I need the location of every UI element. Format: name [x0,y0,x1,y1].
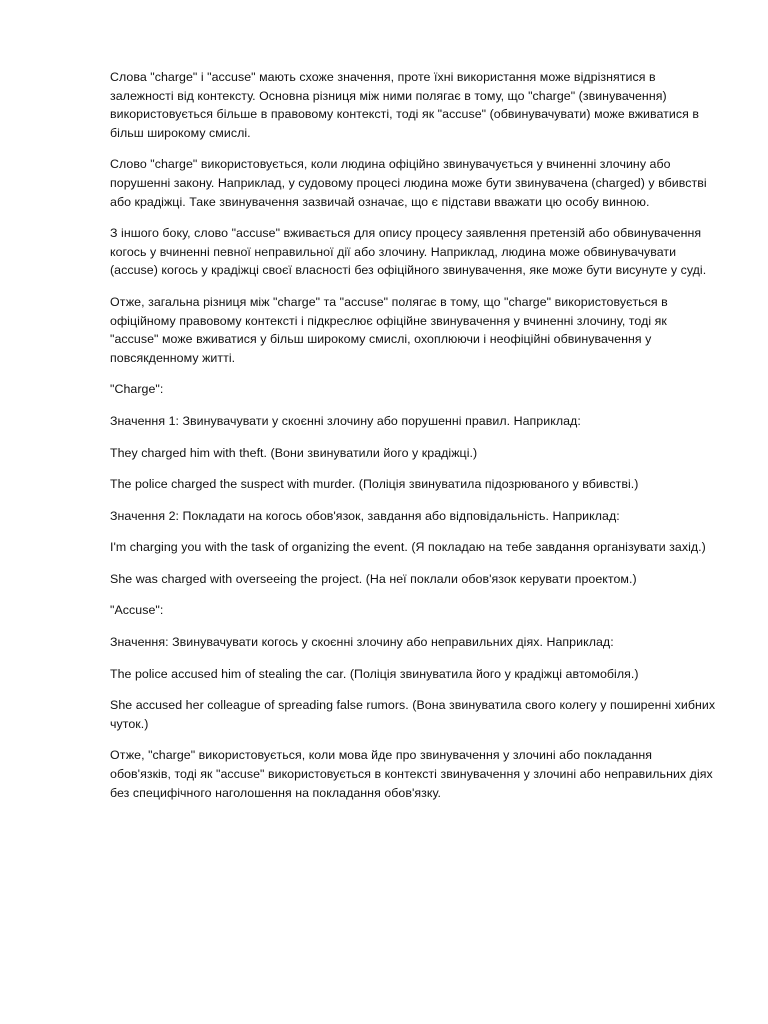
accuse-meaning: Значення: Звинувачувати когось у скоєнні злочину або неправильних діях. Наприклад: [110,635,614,650]
document-body [110,68,716,815]
charge-example-2: The police charged the suspect with murder. (Поліція звинуватила підозрюваного у вбивстві.) [110,477,639,492]
charge-meaning-2: Значення 2: Покладати на когось обов'язок, завдання або відповідальність. Наприклад: [110,508,620,523]
accuse-example-2: She accused her colleague of spreading false rumors. (Вона звинуватила свого колегу у поширенні хибних чуток.) [110,698,716,731]
paragraph-charge-usage: Слово "charge" використовується, коли людина офіційно звинувачується у вчиненні злочину або порушенні закону. Наприклад, у судовому процесі людина може бути звинувачена (charged) у вбивстві або крадіжці. Таке звинувачення зазвичай означає, що є підстави вважати цю особу винною. [110,157,707,209]
charge-example-1: They charged him with theft. (Вони звинуватили його у крадіжці.) [110,445,478,460]
heading-accuse: "Accuse": [110,603,164,618]
charge-example-3: I'm charging you with the task of organizing the event. (Я покладаю на тебе завдання організувати захід.) [110,540,706,555]
paragraph-accuse-usage: З іншого боку, слово "accuse" вживається для опису процесу заявлення претензій або обвинувачення когось у вчиненні певної неправильної дії або злочину. Наприклад, людина може обвинувачувати (accuse) когось у крадіжці своєї власності без офіційного звинувачення, яке може бути висунуте у суді. [110,226,707,278]
charge-example-4: She was charged with overseeing the project. (На неї поклали обов'язок керувати проектом.) [110,571,637,586]
paragraph-conclusion: Отже, "charge" використовується, коли мова йде про звинувачення у злочині або покладання обов'язків, тоді як "accuse" використовується в контексті звинувачення у злочині або неправильних діях без специфічного наголошення на покладання обов'язку. [110,748,713,800]
accuse-example-1: The police accused him of stealing the car. (Поліція звинуватила його у крадіжці автомобіля.) [110,666,639,681]
paragraph-intro: Слова "charge" і "accuse" мають схоже значення, проте їхні використання може відрізнятися в залежності від контексту. Основна різниця між ними полягає в тому, що "charge" (звинувачення) використовується більше в правовому контексті, тоді як "accuse" (обвинувачувати) може вживатися в більш широкому смислі. [110,70,700,140]
charge-meaning-1: Значення 1: Звинувачувати у скоєнні злочину або порушенні правил. Наприклад: [110,413,581,428]
paragraph-summary: Отже, загальна різниця між "charge" та "accuse" полягає в тому, що "charge" використовується в офіційному правовому контексті і підкреслює офіційне звинувачення у вчиненні злочину, тоді як "accuse" може вживатися у більш широкому смислі, охоплюючи і неофіційні обвинувачення у повсякденному житті. [110,294,668,365]
heading-charge: "Charge": [110,382,164,397]
